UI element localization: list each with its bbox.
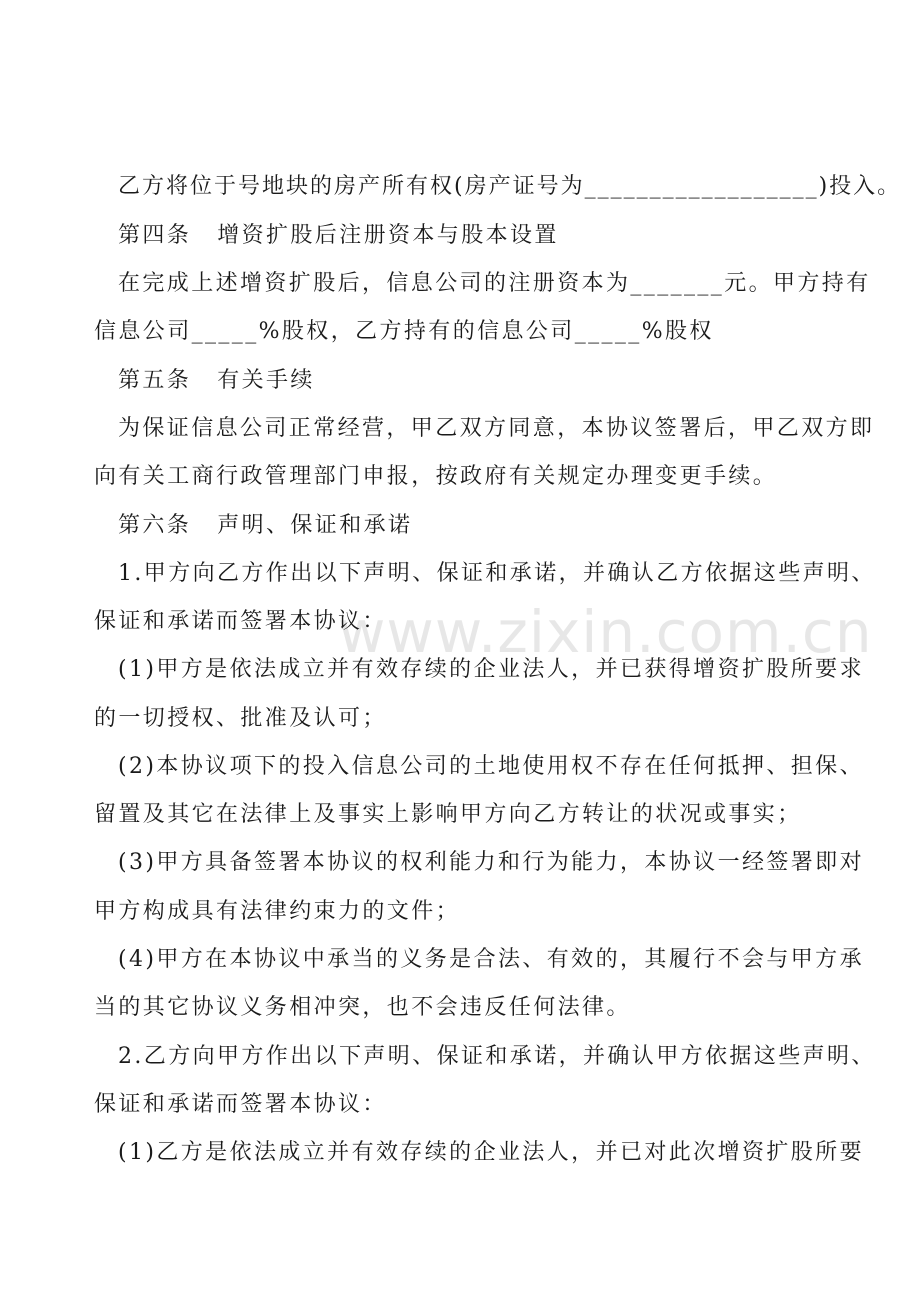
article-heading-4 xyxy=(118,221,559,251)
paragraph-line: 2.乙方向甲方作出以下声明、保证和承诺，并确认甲方依据这些声明、 xyxy=(118,1044,876,1069)
article-number: 第四条 xyxy=(118,223,192,248)
paragraph-line: 的一切授权、批准及认可； xyxy=(94,706,387,731)
paragraph-line: 保证和承诺而签署本协议： xyxy=(94,1092,387,1117)
paragraph-line: 1.甲方向乙方作出以下声明、保证和承诺，并确认乙方依据这些声明、 xyxy=(118,561,876,586)
paragraph-line: 在完成上述增资扩股后，信息公司的注册资本为_______元。甲方持有 xyxy=(118,271,871,296)
paragraph-line: 保证和承诺而签署本协议： xyxy=(94,609,387,634)
paragraph-line: 为保证信息公司正常经营，甲乙双方同意，本协议签署后，甲乙双方即 xyxy=(118,416,875,441)
paragraph-line: (1)乙方是依法成立并有效存续的企业法人，并已对此次增资扩股所要 xyxy=(118,1140,864,1165)
paragraph-line: (2)本协议项下的投入信息公司的土地使用权不存在任何抵押、担保、 xyxy=(118,754,864,779)
paragraph-line: (3)甲方具备签署本协议的权利能力和行为能力，本协议一经签署即对 xyxy=(118,850,864,875)
paragraph-line: 信息公司_____%股权，乙方持有的信息公司_____%股权 xyxy=(94,319,714,344)
paragraph-line: (4)甲方在本协议中承当的义务是合法、有效的，其履行不会与甲方承 xyxy=(118,947,864,972)
article-heading-5 xyxy=(118,366,315,396)
paragraph-line: 乙方将位于号地块的房产所有权(房产证号为__________________)投入。 xyxy=(118,174,902,199)
article-number: 第五条 xyxy=(118,368,192,393)
paragraph-line: 留置及其它在法律上及事实上影响甲方向乙方转让的状况或事实； xyxy=(94,802,802,827)
article-heading-6 xyxy=(118,511,412,541)
article-title: 声明、保证和承诺 xyxy=(217,513,413,538)
article-title: 有关手续 xyxy=(217,368,315,393)
article-title: 增资扩股后注册资本与股本设置 xyxy=(217,223,559,248)
article-number: 第六条 xyxy=(118,513,192,538)
paragraph-line: 向有关工商行政管理部门申报，按政府有关规定办理变更手续。 xyxy=(94,464,778,489)
paragraph-line: 甲方构成具有法律约束力的文件； xyxy=(94,899,461,924)
watermark: www.zixin.com.cn xyxy=(338,598,873,666)
paragraph-line: 当的其它协议义务相冲突，也不会违反任何法律。 xyxy=(94,995,631,1020)
paragraph-line: (1)甲方是依法成立并有效存续的企业法人，并已获得增资扩股所要求 xyxy=(118,657,864,682)
